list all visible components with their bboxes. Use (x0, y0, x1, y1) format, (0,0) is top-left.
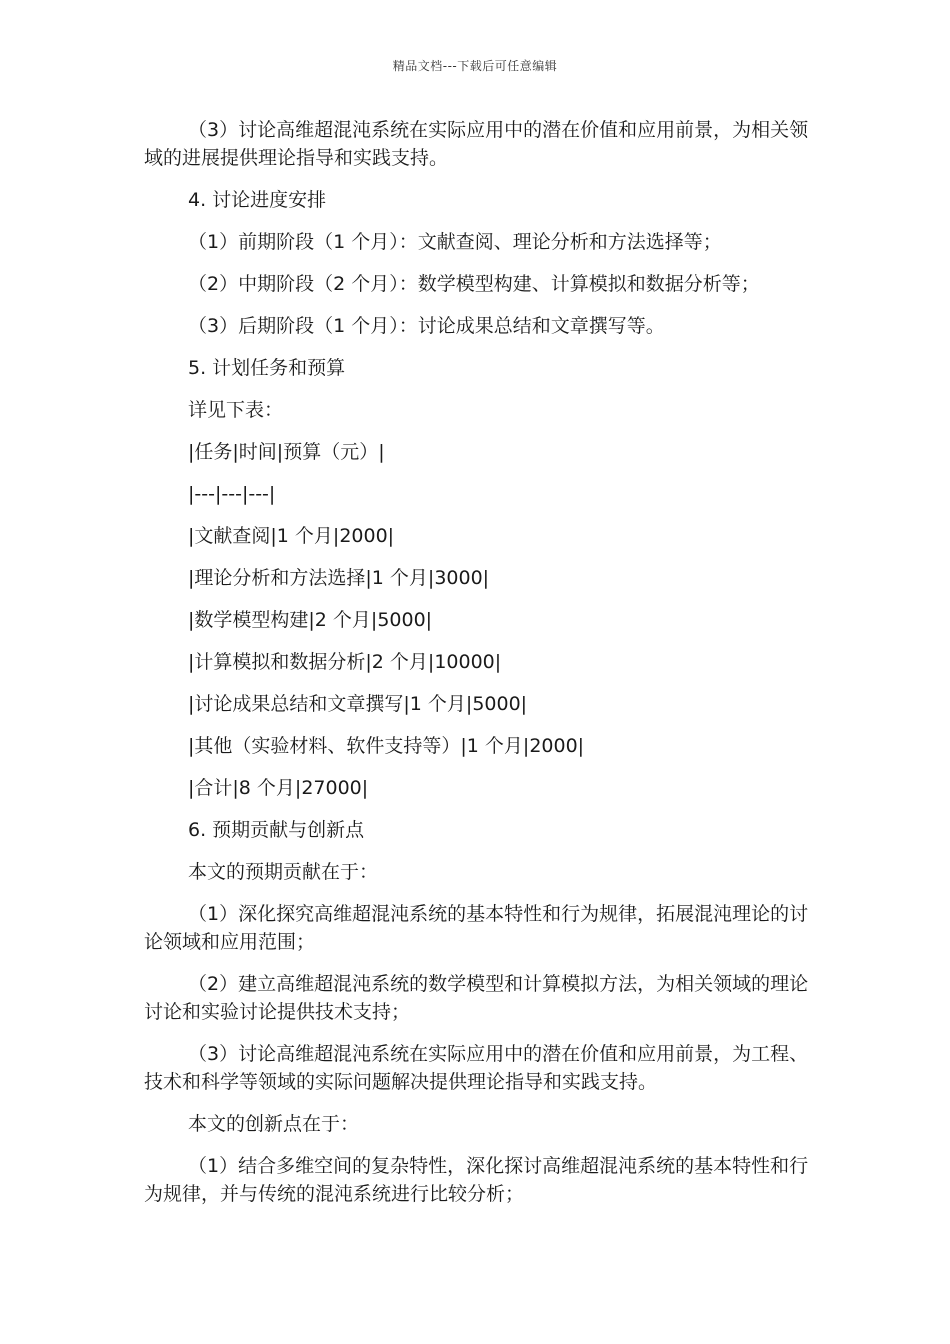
section-heading-5: 5. 计划任务和预算 (188, 357, 346, 379)
section-heading-6: 6. 预期贡献与创新点 (188, 819, 365, 841)
table-row: |计算模拟和数据分析|2 个月|10000| (188, 651, 502, 673)
schedule-item-1: （1）前期阶段（1 个月）：文献查阅、理论分析和方法选择等； (188, 231, 722, 253)
table-row: |文献查阅|1 个月|2000| (188, 525, 395, 547)
table-row: |讨论成果总结和文章撰写|1 个月|5000| (188, 693, 528, 715)
table-row-total: |合计|8 个月|27000| (188, 777, 369, 799)
innov-item-1: （1）结合多维空间的复杂特性，深化探讨高维超混沌系统的基本特性和行为规律，并与传统的混沌系统进行比较分析； (144, 1155, 809, 1205)
contrib-item-2: （2）建立高维超混沌系统的数学模型和计算模拟方法，为相关领域的理论讨论和实验讨论提供技术支持； (144, 973, 809, 1023)
table-line-header: |任务|时间|预算（元）| (188, 441, 385, 463)
paragraph-application-prospect: （3）讨论高维超混沌系统在实际应用中的潜在价值和应用前景，为相关领域的进展提供理论指导和实践支持。 (144, 119, 809, 169)
innov-intro: 本文的创新点在于： (188, 1113, 360, 1135)
table-row: |其他（实验材料、软件支持等）|1 个月|2000| (188, 735, 585, 757)
table-row: |数学模型构建|2 个月|5000| (188, 609, 433, 631)
document-body (144, 116, 814, 1222)
page-header: 精品文档---下载后可任意编辑 (392, 59, 558, 73)
table-line-separator: |---|---|---| (188, 483, 276, 505)
table-intro: 详见下表： (188, 399, 284, 421)
contrib-intro: 本文的预期贡献在于： (188, 861, 379, 883)
table-row: |理论分析和方法选择|1 个月|3000| (188, 567, 490, 589)
contrib-item-3: （3）讨论高维超混沌系统在实际应用中的潜在价值和应用前景，为工程、技术和科学等领域的实际问题解决提供理论指导和实践支持。 (144, 1043, 809, 1093)
section-heading-4: 4. 讨论进度安排 (188, 189, 327, 211)
schedule-item-2: （2）中期阶段（2 个月）：数学模型构建、计算模拟和数据分析等； (188, 273, 760, 295)
contrib-item-1: （1）深化探究高维超混沌系统的基本特性和行为规律，拓展混沌理论的讨论领域和应用范围； (144, 903, 809, 953)
schedule-item-3: （3）后期阶段（1 个月）：讨论成果总结和文章撰写等。 (188, 315, 665, 337)
